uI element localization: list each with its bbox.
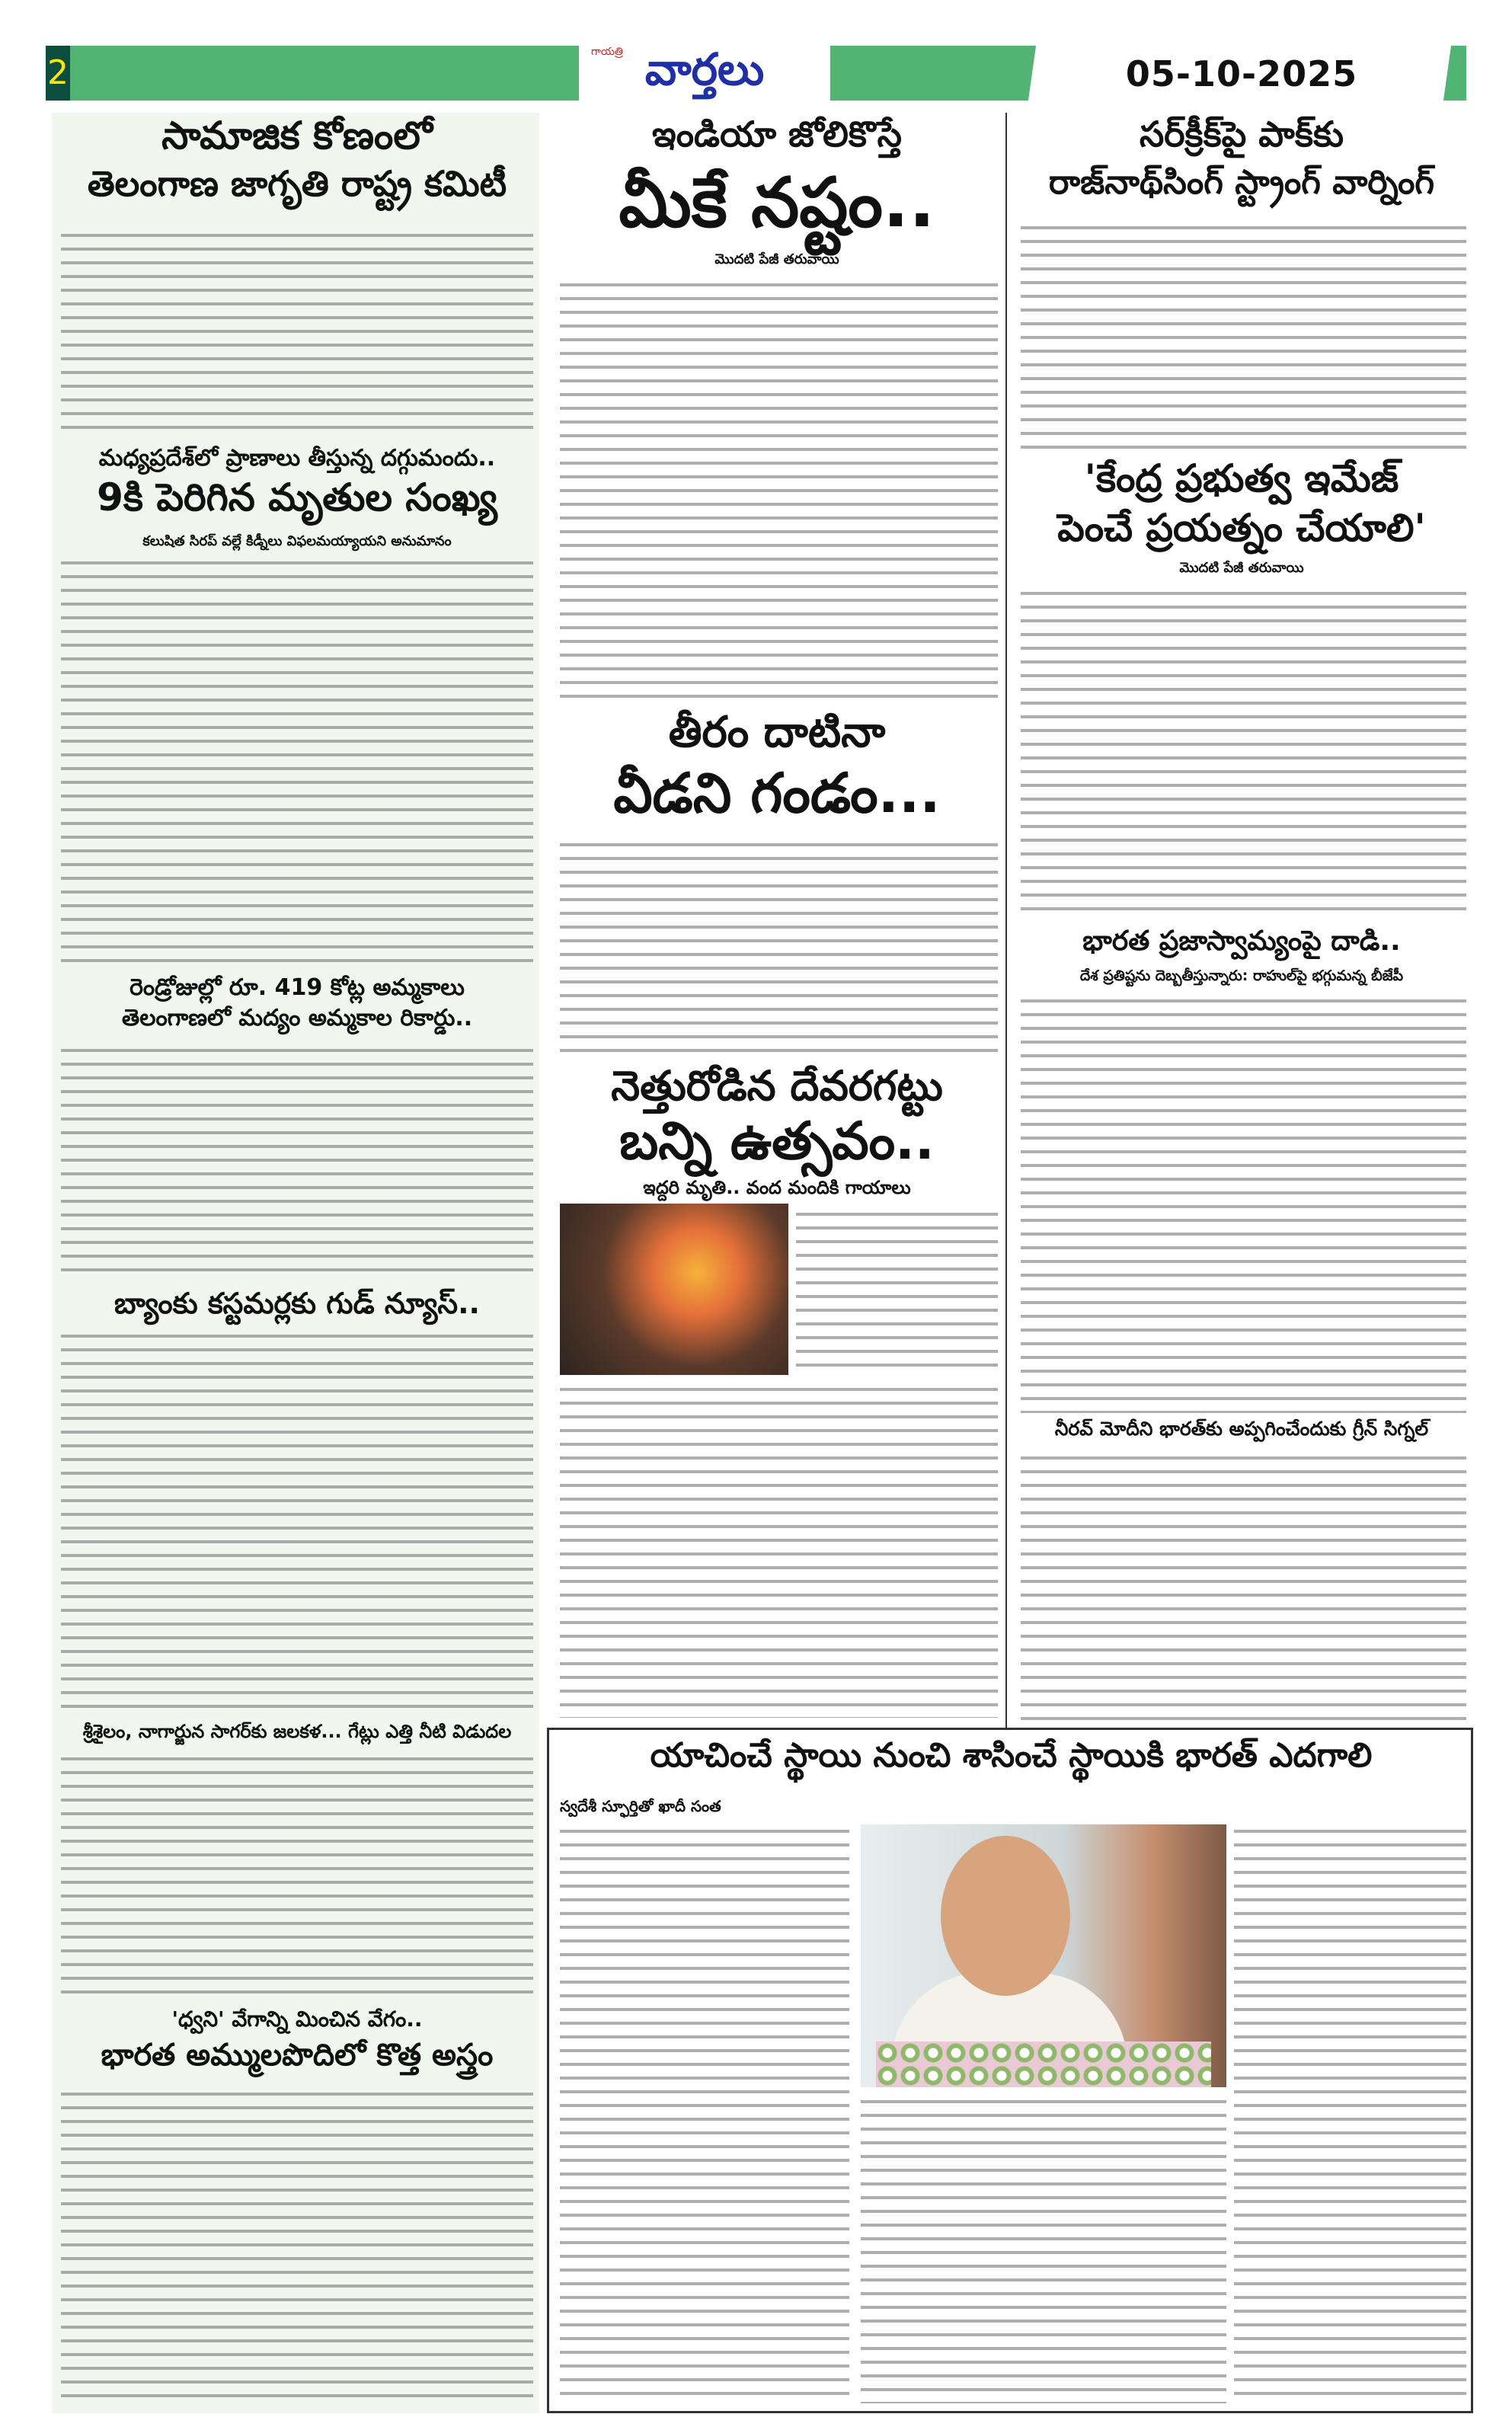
headline: రాజ్‌నాథ్‌సింగ్ స్ట్రాంగ్ వార్నింగ్ <box>1048 163 1435 202</box>
subheadline: స్వదేశీ స్ఫూర్తితో ఖాదీ సంత <box>560 1797 721 1815</box>
headline: బన్ని ఉత్సవం.. <box>619 1111 935 1172</box>
headline: 'ధ్వని' వేగాన్ని మించిన వేగం.. <box>171 2006 423 2032</box>
headline: మధ్యప్రదేశ్‌లో ప్రాణాలు తీస్తున్న దగ్గుమందు.. <box>98 445 496 472</box>
headline: 9కి పెరిగిన మృతుల సంఖ్య <box>97 475 497 520</box>
photo-face <box>941 1836 1070 1996</box>
subheadline: ఇద్దరి మృతి.. వంద మందికి గాయాలు <box>643 1177 911 1198</box>
article-body <box>61 2087 533 2407</box>
subheadline: కలుషిత సిరప్ వల్లే కిడ్నీలు విఫలమయ్యాయని అనుమానం <box>142 533 452 549</box>
article-body <box>560 1383 998 1718</box>
photo-flowers <box>876 2042 1211 2087</box>
headline: నీరవ్ మోదీని భారత్‌కు అప్పగించేందుకు గ్రీన్ సిగ్నల్ <box>1054 1418 1429 1440</box>
headline: బ్యాంకు కస్టమర్లకు గుడ్ న్యూస్.. <box>114 1287 480 1320</box>
logo-small-text: గాయత్రి <box>591 46 623 58</box>
article-body <box>560 838 998 1059</box>
headline: వీడని గండం... <box>613 761 941 825</box>
headline: 'కేంద్ర ప్రభుత్వ ఇమేజ్ <box>1084 456 1399 500</box>
page-number: 2 <box>46 46 70 101</box>
headline: తీరం దాటినా <box>668 708 886 757</box>
continued-label: మొదటి పేజీ తరువాయి <box>714 251 839 267</box>
article-body <box>560 278 998 705</box>
headline: యాచించే స్థాయి నుంచి శాసించే స్థాయికి భారత్ ఎదగాలి <box>650 1736 1373 1775</box>
article-body <box>61 1329 533 1714</box>
headline: పెంచే ప్రయత్నం చేయాలి' <box>1057 506 1426 550</box>
issue-date: 05-10-2025 <box>1125 53 1358 94</box>
article-body <box>1021 221 1466 449</box>
article-body <box>61 1044 533 1280</box>
continued-label: మొదటి పేజీ తరువాయి <box>1179 560 1304 576</box>
article-body <box>560 1824 849 2403</box>
article-body <box>1234 1824 1466 2403</box>
column-divider <box>1005 113 1007 1728</box>
article-body <box>796 1207 998 1375</box>
article-body <box>61 1752 533 2000</box>
headline: తెలంగాణ జాగృతి రాష్ట్ర కమిటీ <box>87 163 507 204</box>
article-body <box>1021 1451 1466 1722</box>
article-body <box>61 556 533 967</box>
headline: ఇండియా జోలికొస్తే <box>652 114 902 155</box>
headline: సర్‌క్రీక్‌పై పాక్‌కు <box>1139 114 1344 155</box>
headline: తెలంగాణలో మద్యం అమ్మకాల రికార్డు.. <box>121 1005 473 1031</box>
newspaper-logo <box>579 43 830 107</box>
headline: భారత ప్రజాస్వామ్యంపై దాడి.. <box>1082 926 1401 957</box>
subheadline: దేశ ప్రతిష్టను దెబ్బతీస్తున్నారు: రాహుల్‌పై భగ్గుమన్న బీజేపీ <box>1079 967 1404 984</box>
article-body <box>861 2095 1226 2403</box>
logo-text: వార్తలు <box>644 43 765 95</box>
article-body <box>1021 587 1466 914</box>
festival-photo <box>560 1204 788 1375</box>
headline: నెత్తురోడిన దేవరగట్టు <box>611 1062 943 1110</box>
headline: మీకే నష్టం.. <box>619 163 935 243</box>
headline: రెండ్రోజుల్లో రూ. 419 కోట్ల అమ్మకాలు <box>129 974 465 1001</box>
headline: సామాజిక కోణంలో <box>161 114 433 158</box>
headline: శ్రీశైలం, నాగార్జున సాగర్‌కు జలకళ... గేట్లు ఎత్తి నీటి విడుదల <box>82 1721 512 1742</box>
article-body <box>1021 994 1466 1413</box>
headline: భారత అమ్ములపొదిలో కొత్త అస్త్రం <box>101 2038 494 2073</box>
article-body <box>61 229 533 430</box>
